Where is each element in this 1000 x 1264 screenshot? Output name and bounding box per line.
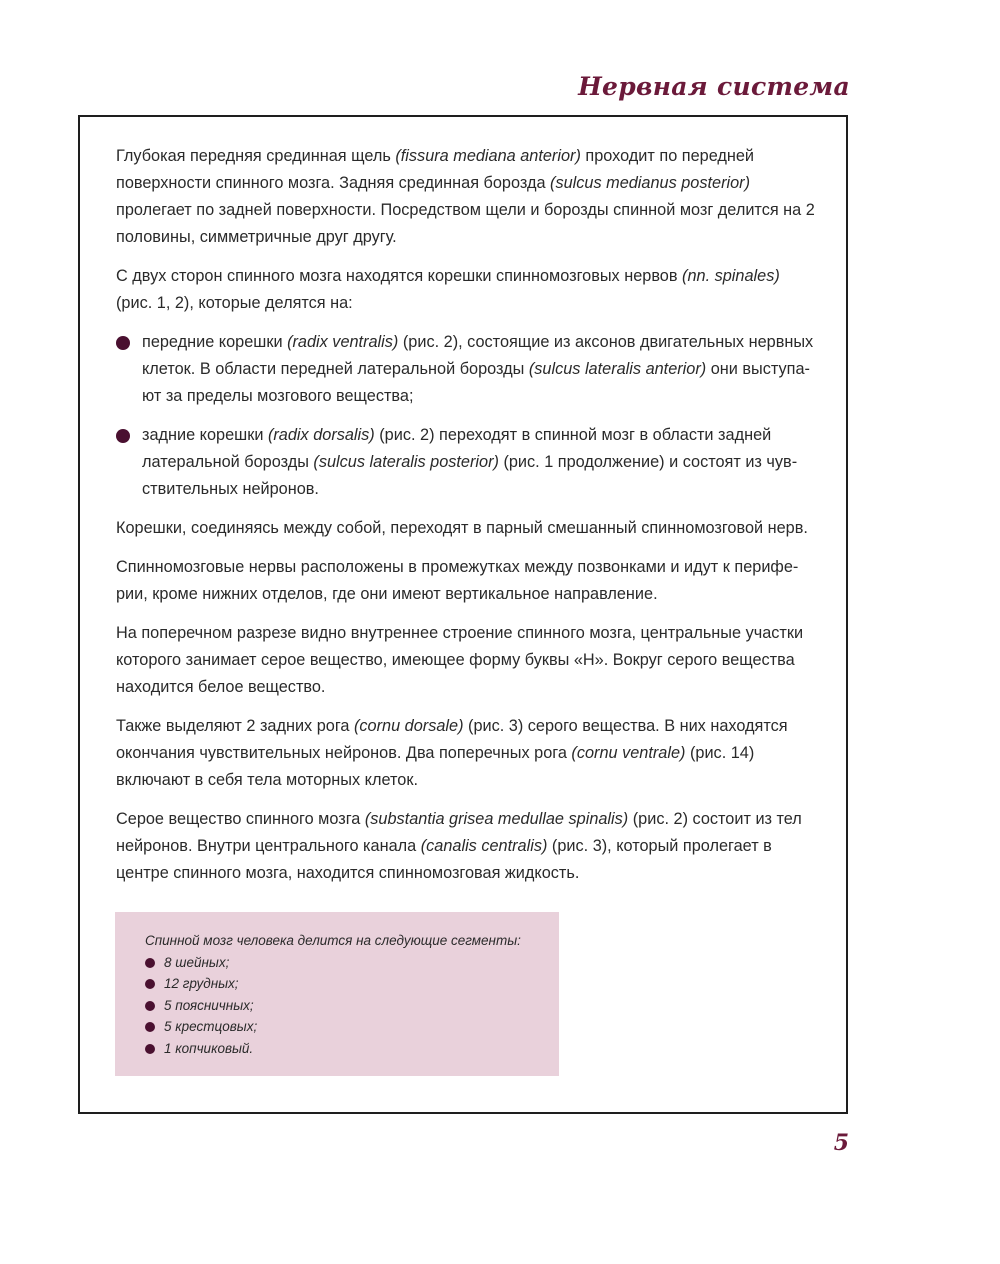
chapter-title: Нервная система [578,72,850,101]
paragraph-1: Глубокая передняя срединная щель (fissura mediana anterior) проходит по передней поверхности спинного мозга. Задняя срединная борозда (sulcus medianus posterior) пролегает по задней поверхности. Посредством щели и борозды спинной мозг делится на 2 половины, симметричные друг другу. [116,147,815,246]
paragraph-3: Корешки, соединяясь между собой, переходят в парный смешанный спинномозговой нерв. [116,519,808,537]
note-title: Спинной мозг человека делится на следующие сегменты: [145,933,521,948]
segments-list [145,952,539,1060]
paragraph-4: Спинномозговые нервы расположены в промежутках между позвонками и идут к периферии, кроме нижних отделов, где они имеют вертикальное направление. [116,558,799,603]
roots-list [116,329,816,503]
segment-item: 12 грудных; [145,973,539,995]
bullet-dot-icon [116,429,130,443]
bullet-dot-icon [145,958,155,968]
paragraph-2: С двух сторон спинного мозга находятся корешки спинномозговых нервов (nn. spinales) (рис. 1, 2), которые делятся на: [116,267,780,312]
segment-item: 5 поясничных; [145,995,539,1017]
paragraph-7: Серое вещество спинного мозга (substantia grisea medullae spinalis) (рис. 2) состоит из тел нейронов. Внутри центрального канала (canalis centralis) (рис. 3), который пролегает в центре спинного мозга, находится спинномозговая жидкость. [116,810,802,882]
bullet-dot-icon [116,336,130,350]
segment-item: 1 копчиковый. [145,1038,539,1060]
segment-item: 5 крестцовых; [145,1016,539,1038]
list-item-ventral-roots: передние корешки (radix ventralis) (рис. 2), состоящие из аксонов двигательных нервных клеток. В области передней латеральной борозды (sulcus lateralis anterior) они выступают за пределы мозгового вещества; [116,329,816,410]
paragraph-5: На поперечном разрезе видно внутреннее строение спинного мозга, центральные участки которого занимает серое вещество, имеющее форму буквы «Н». Вокруг серого вещества находится белое вещество. [116,624,804,696]
paragraph-6: Также выделяют 2 задних рога (cornu dorsale) (рис. 3) серого вещества. В них находятся окончания чувствительных нейронов. Два поперечных рога (cornu ventrale) (рис. 14) включают в себя тела моторных клеток. [116,717,788,789]
bullet-dot-icon [145,1022,155,1032]
bullet-dot-icon [145,1001,155,1011]
bullet-dot-icon [145,979,155,989]
list-item-dorsal-roots: задние корешки (radix dorsalis) (рис. 2) переходят в спинной мозг в области задней латеральной борозды (sulcus lateralis posterior) (рис. 1 продолжение) и состоят из чувствительных нейронов. [116,422,816,503]
bullet-dot-icon [145,1044,155,1054]
segment-item: 8 шейных; [145,952,539,974]
main-text [116,143,816,899]
segments-note-box [115,912,559,1076]
page-number: 5 [833,1130,849,1156]
